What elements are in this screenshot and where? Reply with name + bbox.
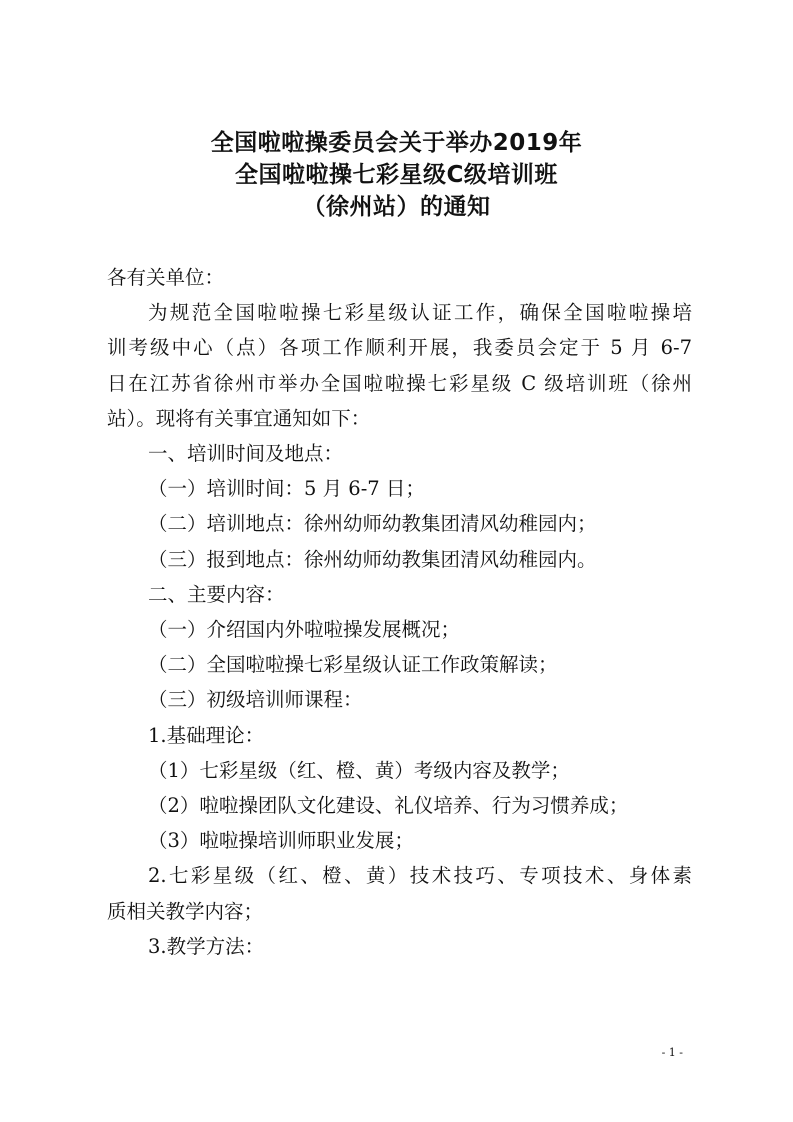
section1-item-3: （三）报到地点：徐州幼师幼教集团清风幼稚园内。 xyxy=(148,547,597,571)
intro-line-2: 训考级中心（点）各项工作顺利开展，我委员会定于 5 月 6-7 xyxy=(107,336,692,360)
sub1-item-2: （2）啦啦操团队文化建设、礼仪培养、行为习惯养成； xyxy=(148,794,629,818)
intro-line-4: 站）。现将有关事宜通知如下： xyxy=(107,406,371,430)
section2-item-2: （二）全国啦啦操七彩星级认证工作政策解读； xyxy=(148,653,558,677)
page-number: - 1 - xyxy=(661,1046,683,1059)
intro-paragraph xyxy=(107,295,692,436)
section2-item-3: （三）初级培训师课程： xyxy=(148,688,363,712)
sub2-line-2: 质相关教学内容； xyxy=(107,899,264,923)
sub3-heading: 3.教学方法： xyxy=(148,934,265,958)
section1-item-1: （一）培训时间：5 月 6-7 日； xyxy=(148,477,425,501)
sub1-item-1: （1）七彩星级（红、橙、黄）考级内容及教学； xyxy=(148,758,570,782)
section1-item-2: （二）培训地点：徐州幼师幼教集团清风幼稚园内； xyxy=(148,512,597,536)
intro-line-1: 为规范全国啦啦操七彩星级认证工作，确保全国啦啦操培 xyxy=(148,301,692,325)
title-line-3: （徐州站）的通知 xyxy=(302,194,491,220)
sub1-item-3: （3）啦啦操培训师职业发展； xyxy=(148,829,414,853)
sub1-heading: 1.基础理论： xyxy=(148,723,265,747)
document-body xyxy=(107,260,692,964)
title-line-1: 全国啦啦操委员会关于举办2019年 xyxy=(210,130,583,156)
sub2-line-1: 2.七彩星级（红、橙、黄）技术技巧、专项技术、身体素 xyxy=(148,864,692,888)
sub2-paragraph xyxy=(107,858,692,928)
section2-item-1: （一）介绍国内外啦啦操发展概况； xyxy=(148,618,461,642)
title-line-2: 全国啦啦操七彩星级C级培训班 xyxy=(235,162,558,188)
section2-heading: 二、主要内容： xyxy=(148,582,285,606)
intro-line-3: 日在江苏省徐州市举办全国啦啦操七彩星级 C 级培训班（徐州 xyxy=(107,371,692,395)
section1-heading: 一、培训时间及地点： xyxy=(148,442,344,466)
salutation: 各有关单位： xyxy=(107,266,225,289)
